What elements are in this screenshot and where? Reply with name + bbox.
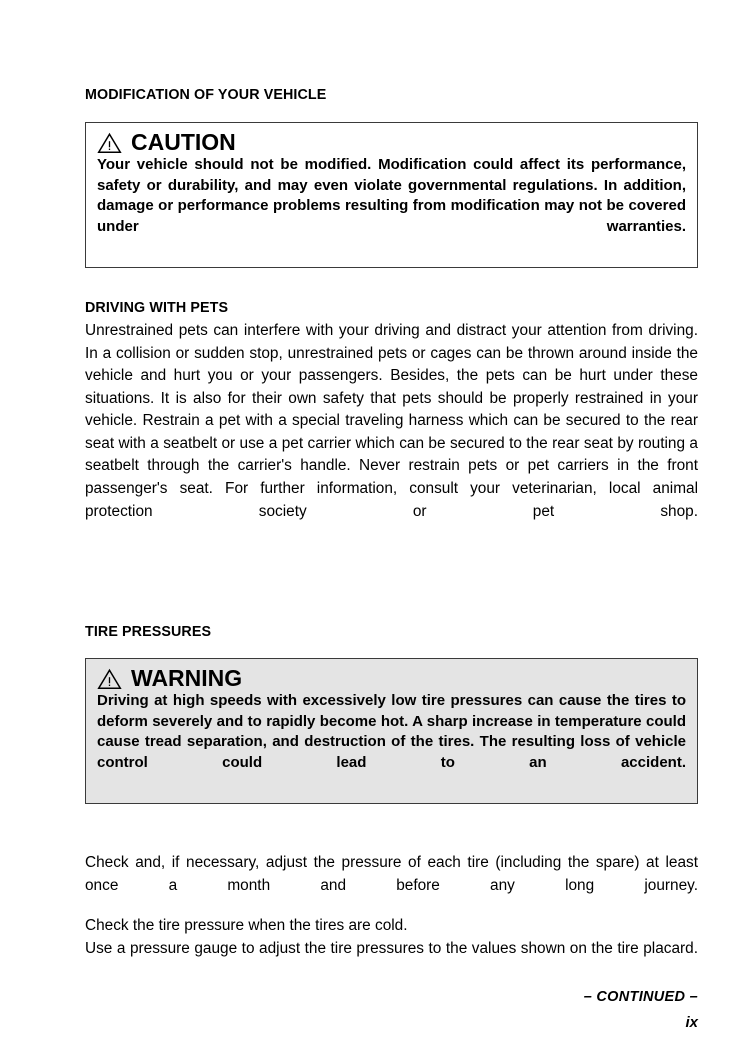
warning-alert-box: [85, 658, 698, 804]
caution-body-text: Your vehicle should not be modified. Modification could affect its performance, safety or durability, and may even violate governmental regulations. In addition, damage or performance problems resulting from modification may not be covered under warranties.: [97, 156, 686, 236]
warning-body-text: Driving at high speeds with excessively low tire pressures can cause the tires to deform severely and to rapidly become hot. A sharp increase in temperature could cause tread separation, and destruction of the tires. The resulting loss of vehicle control could lead to an accident.: [97, 692, 686, 772]
caution-title-row: [97, 131, 686, 154]
caution-title: CAUTION: [131, 129, 236, 155]
section-heading-modification: MODIFICATION OF YOUR VEHICLE: [85, 87, 327, 103]
warning-triangle-icon: [97, 132, 122, 154]
tire-pressures-paragraph-2: Check the tire pressure when the tires are cold.: [85, 917, 408, 934]
section-heading-driving-with-pets: DRIVING WITH PETS: [85, 300, 229, 316]
warning-title-row: [97, 667, 686, 690]
page-number: ix: [685, 1014, 698, 1031]
tire-pressures-paragraph-1: Check and, if necessary, adjust the pressure of each tire (including the spare) at least once a month and before any long journey.: [85, 854, 698, 894]
section-heading-tire-pressures: TIRE PRESSURES: [85, 624, 212, 640]
continued-marker: – CONTINUED –: [583, 989, 698, 1005]
manual-page: [85, 0, 698, 1063]
tire-pressures-paragraph-3: Use a pressure gauge to adjust the tire pressures to the values shown on the tire placard.: [85, 940, 698, 957]
warning-triangle-icon: [97, 668, 122, 690]
caution-alert-box: [85, 122, 698, 268]
warning-title: WARNING: [131, 665, 243, 691]
driving-with-pets-paragraph: Unrestrained pets can interfere with your driving and distract your attention from driving. In a collision or sudden stop, unrestrained pets or cages can be thrown around inside the vehicle and hurt you or your passengers. Besides, the pets can be hurt under these situations. It is also for their own safety that pets should be properly restrained in your vehicle. Restrain a pet with a special traveling harness which can be secured to the rear seat with a seatbelt or use a pet carrier which can be secured to the rear seat by routing a seatbelt through the carrier's handle. Never restrain pets or pet carriers in the front passenger's seat. For further information, consult your veterinarian, local animal protection society or pet shop.: [85, 322, 698, 520]
